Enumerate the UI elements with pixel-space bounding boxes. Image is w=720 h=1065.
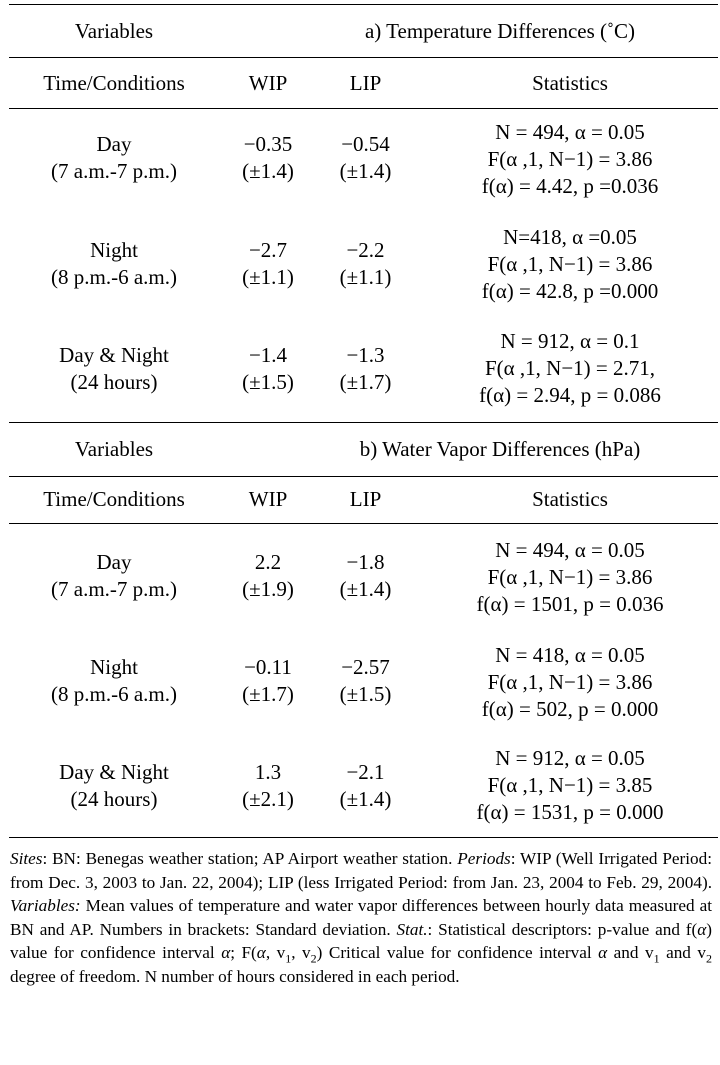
col-header-wip-a: WIP [248, 71, 288, 95]
condition-cell: Day & Night (24 hours) [59, 760, 169, 811]
sites-label: Sites [10, 849, 43, 868]
stat-text: : Statistical descriptors: p-value and f( [427, 919, 698, 939]
statistics-cell: N = 494, α = 0.05 F(α ,1, N−1) = 3.86 f(α) = 4.42, p =0.036 [481, 120, 659, 198]
col-header-statistics-a: Statistics [532, 71, 608, 95]
alpha-symbol: α [221, 943, 231, 962]
alpha-symbol: α [256, 943, 266, 962]
variables-text: Mean values of temperature and water vapor differences between hourly data measured at BN and AP. Numbers in brackets: Standard deviation. [10, 896, 712, 939]
alpha-symbol: α [598, 943, 608, 962]
condition-cell: Night (8 p.m.-6 a.m.) [51, 238, 177, 289]
condition-cell: Day & Night (24 hours) [59, 343, 169, 394]
lip-cell: −1.8 (±1.4) [339, 550, 392, 601]
statistics-cell: N=418, α =0.05 F(α ,1, N−1) = 3.86 f(α) = 42.8, p =0.000 [481, 225, 659, 303]
section-a-rule [9, 57, 718, 58]
stat-text: , v [265, 943, 286, 962]
col-header-wip-b: WIP [248, 487, 288, 511]
section-title-b: b) Water Vapor Differences (hPa) [359, 437, 641, 461]
lip-cell: −2.57 (±1.5) [339, 655, 392, 706]
subscript: 2 [706, 951, 713, 966]
stat-text: ; F( [230, 943, 257, 962]
header-rule-b [9, 523, 718, 524]
subscript: 1 [285, 951, 292, 966]
bottom-rule [9, 837, 718, 838]
statistics-cell: N = 494, α = 0.05 F(α ,1, N−1) = 3.86 f(α) = 1501, p = 0.036 [476, 538, 664, 616]
col-header-conditions-b: Time/Conditions [43, 487, 185, 511]
sites-text: : BN: Benegas weather station; AP Airport weather station. [42, 849, 458, 868]
section-title-a: a) Temperature Differences (˚C) [364, 19, 636, 43]
wip-cell: −2.7 (±1.1) [242, 238, 294, 289]
condition-cell: Night (8 p.m.-6 a.m.) [51, 655, 177, 706]
wip-cell: −0.35 (±1.4) [242, 132, 294, 183]
variables-footnote-label: Variables: [10, 896, 81, 915]
condition-cell: Day (7 a.m.-7 p.m.) [51, 132, 177, 183]
stat-text: , v [291, 943, 311, 962]
lip-cell: −0.54 (±1.4) [339, 132, 392, 183]
stat-text: ) value for confidence interval [10, 919, 712, 962]
periods-label: Periods [457, 849, 511, 868]
header-rule-a [9, 108, 718, 109]
stat-text: ) Critical value for confidence interval [316, 943, 599, 962]
col-header-lip-b: LIP [349, 487, 382, 511]
top-rule [9, 4, 718, 5]
stat-text: degree of freedom. N number of hours considered in each period. [10, 966, 460, 986]
statistics-cell: N = 418, α = 0.05 F(α ,1, N−1) = 3.86 f(α) = 502, p = 0.000 [481, 643, 659, 721]
col-header-lip-a: LIP [349, 71, 382, 95]
wip-cell: −1.4 (±1.5) [242, 343, 294, 394]
subscript: 2 [310, 951, 317, 966]
section-divider [9, 422, 718, 423]
lip-cell: −2.1 (±1.4) [339, 760, 392, 811]
wip-cell: 2.2 (±1.9) [242, 550, 294, 601]
subscript: 1 [653, 951, 660, 966]
periods-text: : WIP (Well Irrigated Period: from Dec. 3, 2003 to Jan. 22, 2004); LIP (less Irrigated Period: from Jan. 23, 2004 to Feb. 29, 2004). [10, 849, 712, 892]
statistics-cell: N = 912, α = 0.05 F(α ,1, N−1) = 3.85 f(α) = 1531, p = 0.000 [476, 746, 664, 824]
col-header-conditions-a: Time/Conditions [43, 71, 185, 95]
stat-label: Stat. [396, 919, 428, 939]
lip-cell: −2.2 (±1.1) [339, 238, 392, 289]
wip-cell: 1.3 (±2.1) [242, 760, 294, 811]
statistics-cell: N = 912, α = 0.1 F(α ,1, N−1) = 2.71, f(α) = 2.94, p = 0.086 [479, 329, 661, 407]
alpha-symbol: α [697, 919, 707, 939]
variables-label-b: Variables [74, 437, 154, 461]
wip-cell: −0.11 (±1.7) [242, 655, 294, 706]
section-b-rule [9, 476, 718, 477]
lip-cell: −1.3 (±1.7) [339, 343, 392, 394]
condition-cell: Day (7 a.m.-7 p.m.) [51, 550, 177, 601]
stat-text: and v [607, 943, 654, 962]
col-header-statistics-b: Statistics [532, 487, 608, 511]
stat-text: and v [659, 943, 707, 962]
variables-label-a: Variables [74, 19, 154, 43]
table-footnote [10, 847, 712, 988]
